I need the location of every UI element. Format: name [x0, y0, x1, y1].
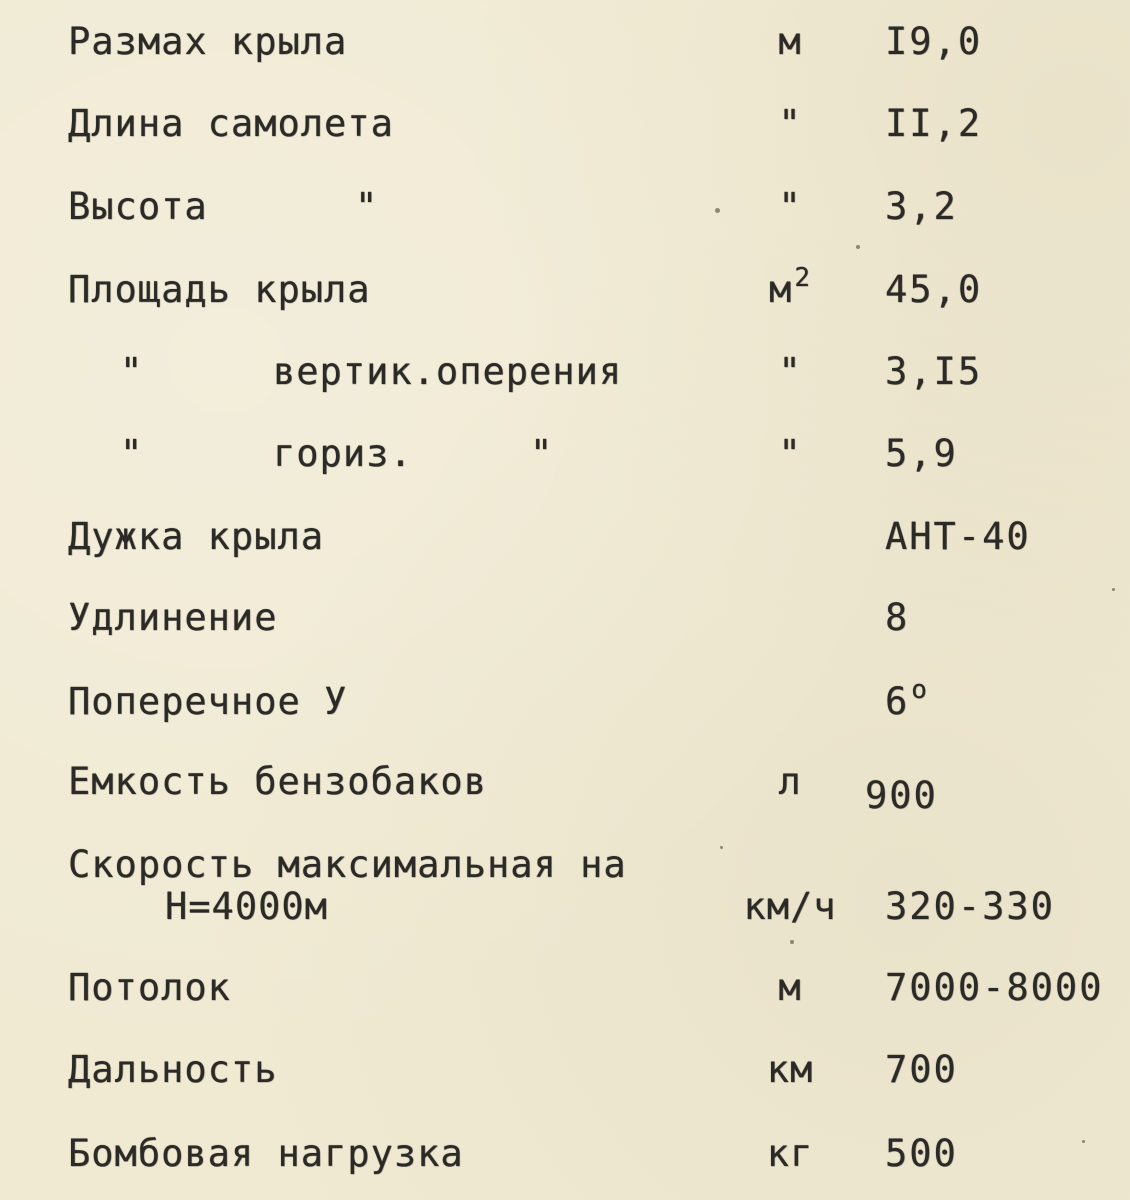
spec-label-ditto: "	[355, 185, 379, 228]
spec-label: Удлинение	[68, 596, 278, 639]
spec-label-ditto: "	[120, 432, 144, 475]
spec-row-ceiling	[0, 958, 1130, 1018]
spec-label: Размах крыла	[68, 20, 348, 63]
spec-value: 3,I5	[885, 350, 983, 393]
spec-unit-superscript: 2	[794, 263, 811, 293]
paper-speck	[720, 846, 723, 849]
spec-label: Скорость максимальная на	[68, 843, 627, 886]
spec-unit: кг	[766, 1132, 814, 1175]
paper-speck	[790, 940, 794, 944]
spec-value: 45,0	[885, 268, 983, 311]
spec-row-wingspan	[0, 12, 1130, 72]
spec-label: Дужка крыла	[68, 515, 325, 558]
spec-row-max-speed	[0, 835, 1130, 945]
spec-value: 700	[885, 1048, 958, 1091]
paper-speck	[1112, 588, 1115, 591]
spec-label: Дальность	[68, 1048, 278, 1091]
spec-row-height	[0, 177, 1130, 237]
spec-unit: м	[778, 966, 802, 1009]
spec-row-fuel-capacity	[0, 752, 1130, 817]
spec-row-range	[0, 1040, 1130, 1100]
spec-row-airfoil	[0, 507, 1130, 567]
spec-label: Высота	[68, 185, 208, 228]
spec-value: 8	[885, 596, 910, 639]
spec-value-base: 6	[885, 680, 910, 723]
spec-unit-base: м	[769, 268, 793, 311]
spec-value: 900	[865, 774, 938, 817]
spec-label: вертик.оперения	[273, 350, 623, 393]
spec-label: Потолок	[68, 966, 231, 1009]
spec-label-ditto: "	[530, 432, 554, 475]
spec-unit-ditto: "	[778, 432, 802, 475]
spec-row-bomb-load	[0, 1124, 1130, 1184]
spec-value: 5,9	[885, 432, 958, 475]
spec-unit: км	[766, 1048, 814, 1091]
spec-unit: м	[778, 20, 802, 63]
spec-label: Поперечное У	[68, 680, 348, 723]
spec-row-dihedral	[0, 672, 1130, 732]
spec-label: Емкость бензобаков	[68, 760, 487, 803]
spec-unit	[740, 260, 840, 324]
spec-label: Бомбовая нагрузка	[68, 1132, 464, 1175]
spec-row-wing-area	[0, 260, 1130, 320]
spec-value: 500	[885, 1132, 958, 1175]
spec-value: II,2	[885, 102, 983, 145]
spec-row-vertical-tail-area	[0, 342, 1130, 402]
paper-speck	[856, 245, 860, 249]
spec-value-degree: о	[911, 675, 929, 705]
spec-value: 7000-8000	[885, 966, 1104, 1009]
spec-unit: км/ч	[743, 885, 837, 928]
spec-value: 320-330	[885, 885, 1055, 928]
spec-row-aspect-ratio	[0, 588, 1130, 648]
spec-unit-ditto: "	[778, 102, 802, 145]
spec-label: Площадь крыла	[68, 268, 371, 311]
spec-label-altitude: Н=4000м	[165, 885, 328, 928]
spec-row-horizontal-tail-area	[0, 424, 1130, 484]
spec-label-ditto: "	[120, 350, 144, 393]
spec-row-length	[0, 94, 1130, 154]
paper-speck	[1082, 1140, 1085, 1143]
spec-value	[885, 672, 929, 736]
spec-unit-ditto: "	[778, 185, 802, 228]
paper-speck	[715, 208, 720, 213]
spec-value: I9,0	[885, 20, 983, 63]
spec-value: 3,2	[885, 185, 958, 228]
spec-label: Длина самолета	[68, 102, 394, 145]
spec-label: гориз.	[273, 432, 413, 475]
spec-value: АНТ-40	[885, 515, 1031, 558]
spec-unit-ditto: "	[778, 350, 802, 393]
spec-unit: л	[778, 760, 802, 803]
